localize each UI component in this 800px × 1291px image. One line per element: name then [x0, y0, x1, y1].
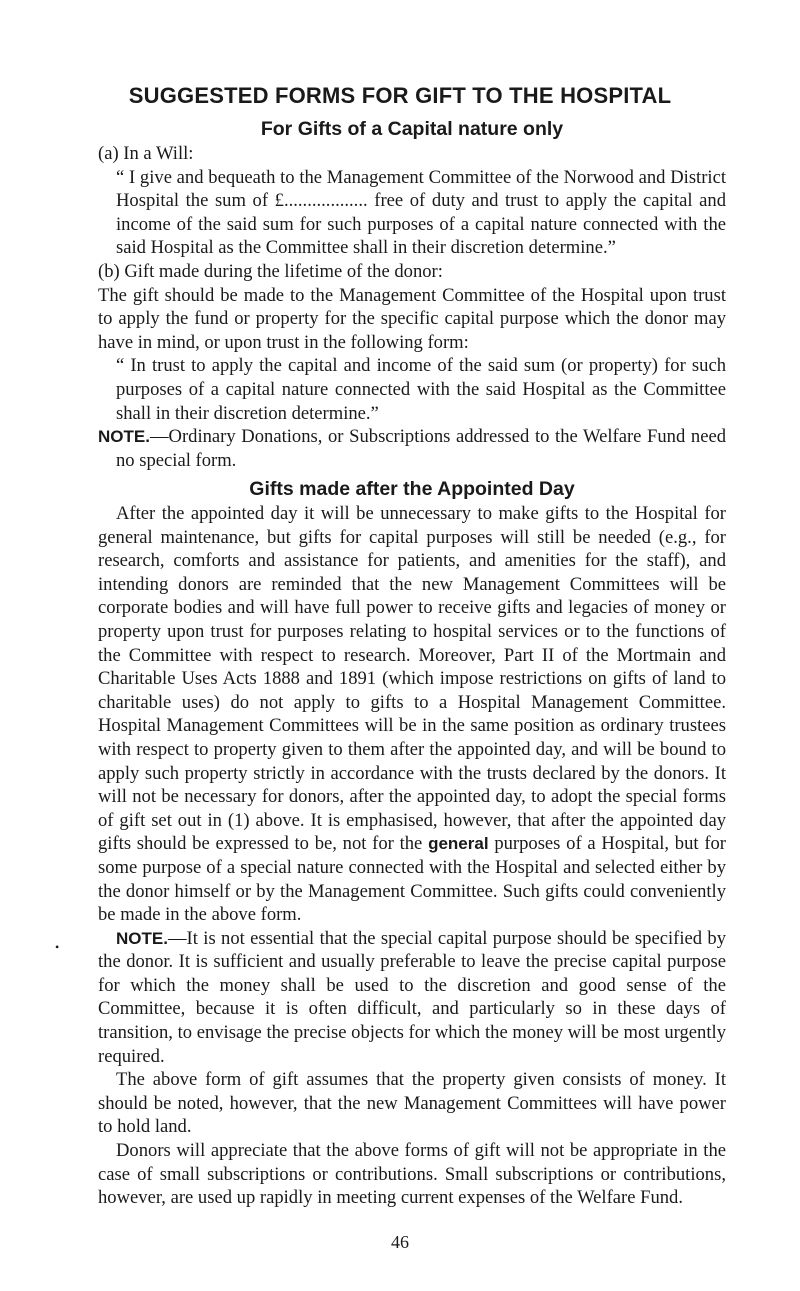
note-text: —Ordinary Donations, or Subscriptions addressed to the Welfare Fund need no special form.	[116, 426, 726, 471]
lifetime-gift-quote: “ In trust to apply the capital and income of the said sum (or property) for such purposes of a capital nature connected with the said Hospital as the Committee shall in their discretion determine.”	[116, 355, 726, 424]
small-subscriptions-paragraph: Donors will appreciate that the above forms of gift will not be appropriate in the case of small subscriptions or contributions. Small subscriptions or contributions, however, are used up rapidly in meeting current expenses of the Welfare Fund.	[98, 1140, 726, 1209]
lifetime-gift-label: (b) Gift made during the lifetime of the donor:	[98, 260, 443, 282]
note-label: NOTE.	[116, 928, 168, 948]
section1-heading: For Gifts of a Capital nature only	[260, 118, 564, 140]
note-label: NOTE.	[98, 427, 150, 447]
will-quote: “ I give and bequeath to the Management Committee of the Norwood and District Hospital the sum of £.................. free of duty and trust to apply the capital and income of the said sum for such purposes of a capital nature connected with the said Hospital as the Committee shall in their discretion determine.”	[116, 166, 726, 259]
section-capital-gifts	[98, 116, 726, 472]
lifetime-gift-text: The gift should be made to the Management Committee of the Hospital upon trust to apply the fund or property for the specific capital purpose which the donor may have in mind, or upon trust in the following form:	[98, 284, 726, 353]
paragraph-text: After the appointed day it will be unnecessary to make gifts to the Hospital for general maintenance, but gifts for capital purposes will still be needed (e.g., for research, comforts and assistance for patients, and amenities for the staff), and intending donors are reminded that the new Management Committees will be corporate bodies and will have full power to receive gifts and legacies of money or property upon trust for purposes relating to hospital services or to the functions of the Committee with respect to research. Moreover, Part II of the Mortmain and Charitable Uses Acts 1888 and 1891 (which impose restrictions on gifts of land to charitable uses) do not apply to gifts to a Hospital Management Committee. Hospital Management Committees will be in the same position as ordinary trustees with respect to property given to them after the appointed day, and will be bound to apply such property strictly in accordance with the trusts declared by the donors. It will not be necessary for donors, after the appointed day, to adopt the special forms of gift set out in (1) above. It is emphasised, however, that after the appointed day gifts should be expressed to be, not for the	[98, 503, 726, 855]
margin-dot: •	[55, 940, 60, 954]
section2-note	[98, 927, 726, 1069]
will-label: (a) In a Will:	[98, 143, 194, 164]
main-title: SUGGESTED FORMS FOR GIFT TO THE HOSPITAL	[128, 83, 672, 108]
paragraph-text-continued: purposes of a Hospital, but for some purpose of a special nature connected with the Hospital and selected either by the donor himself or by the Management Committee. Such gifts could conveniently be made in the above form.	[98, 833, 726, 926]
land-paragraph: The above form of gift assumes that the property given consists of money. It should be noted, however, that the new Management Committees will have power to hold land.	[98, 1069, 726, 1138]
note-text: —It is not essential that the special capital purpose should be specified by the donor. It is sufficient and usually preferable to leave the precise capital purpose for which the money shall be used to the discretion and good sense of the Committee, because it is often difficult, and particularly so in these days of transition, to envisage the precise objects for which the money will be most urgently required.	[98, 927, 726, 1067]
section2-heading: Gifts made after the Appointed Day	[249, 478, 575, 500]
section1-note	[98, 425, 726, 472]
page-number: 46	[391, 1232, 409, 1252]
section-appointed-day	[98, 476, 726, 1210]
emphasis-general: general	[428, 834, 489, 854]
appointed-day-paragraph	[98, 502, 726, 927]
